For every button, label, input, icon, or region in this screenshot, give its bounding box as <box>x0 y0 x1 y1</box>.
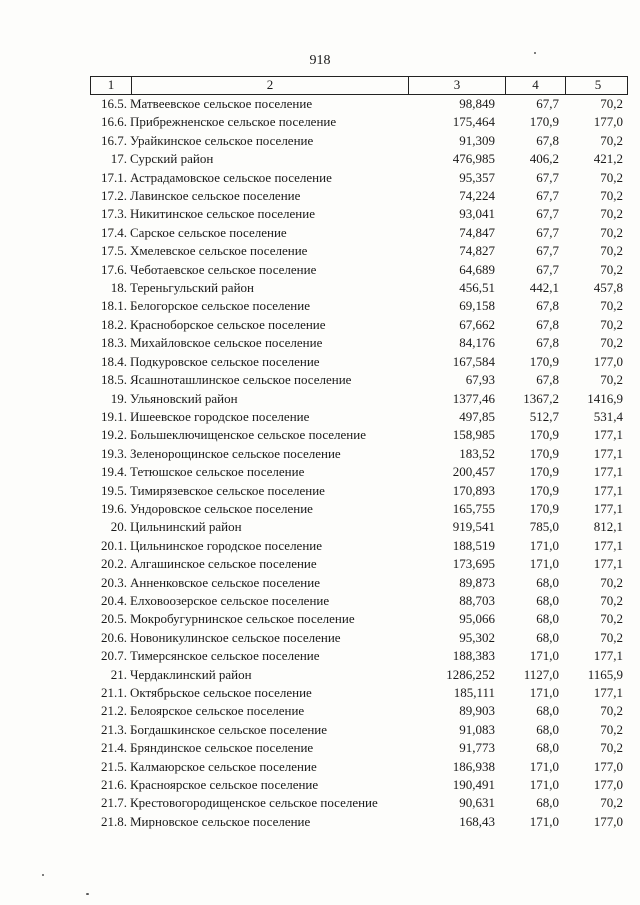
row-name: Прибрежненское сельское поселение <box>130 114 337 130</box>
table-row <box>90 426 628 444</box>
row-name: Красноборское сельское поселение <box>130 316 326 332</box>
table-row <box>90 242 628 260</box>
row-value-col5: 177,1 <box>593 648 623 664</box>
row-value-col5: 70,2 <box>600 740 623 756</box>
row-value-col5: 70,2 <box>600 96 623 111</box>
row-value-col4: 170,9 <box>529 500 559 516</box>
row-value-col4: 67,8 <box>536 316 559 332</box>
row-value-col4: 170,9 <box>529 353 559 369</box>
table-row <box>90 739 628 757</box>
row-value-col4: 68,0 <box>536 611 559 627</box>
row-value-col5: 177,0 <box>593 813 623 829</box>
row-value-col5: 531,4 <box>593 408 623 424</box>
row-name: Урайкинское сельское поселение <box>130 132 314 148</box>
row-value-col3: 91,083 <box>459 721 495 737</box>
scan-speck <box>534 52 536 54</box>
row-name: Большеключищенское сельское поселение <box>130 427 366 443</box>
table-row <box>90 555 628 573</box>
row-value-col3: 74,224 <box>459 188 495 204</box>
row-name: Чеботаевское сельское поселение <box>130 261 317 277</box>
table-row <box>90 261 628 279</box>
table-row <box>90 518 628 536</box>
row-name: Тимерсянское сельское поселение <box>130 648 320 664</box>
row-value-col4: 170,9 <box>529 482 559 498</box>
row-value-col4: 170,9 <box>529 464 559 480</box>
row-number: 21.5. <box>101 758 127 774</box>
table-row <box>90 666 628 684</box>
row-value-col3: 93,041 <box>459 206 495 222</box>
table-row <box>90 353 628 371</box>
row-value-col3: 165,755 <box>452 500 495 516</box>
row-number: 19.2. <box>101 427 127 443</box>
row-number: 17.3. <box>101 206 127 222</box>
row-name: Цильнинский район <box>130 519 242 535</box>
row-value-col3: 95,357 <box>459 169 495 185</box>
row-number: 17.5. <box>101 243 127 259</box>
row-value-col5: 70,2 <box>600 169 623 185</box>
row-value-col5: 177,1 <box>593 537 623 553</box>
row-value-col3: 200,457 <box>452 464 495 480</box>
row-value-col4: 67,7 <box>536 169 559 185</box>
row-name: Зеленорощинское сельское поселение <box>130 445 341 461</box>
row-value-col3: 64,689 <box>459 261 495 277</box>
row-value-col3: 95,302 <box>459 629 495 645</box>
page-number: 918 <box>309 53 331 68</box>
table-row <box>90 500 628 518</box>
row-value-col4: 67,7 <box>536 243 559 259</box>
row-number: 18.3. <box>101 335 127 351</box>
row-value-col5: 70,2 <box>600 611 623 627</box>
row-name: Матвеевское сельское поселение <box>130 96 313 111</box>
row-value-col5: 70,2 <box>600 206 623 222</box>
row-value-col5: 1416,9 <box>587 390 623 406</box>
row-value-col3: 74,847 <box>459 224 495 240</box>
table-row <box>90 297 628 315</box>
row-value-col4: 67,8 <box>536 132 559 148</box>
table-row <box>90 95 628 113</box>
row-name: Октябрьское сельское поселение <box>130 685 312 700</box>
row-name: Хмелевское сельское поселение <box>130 243 308 259</box>
row-value-col3: 90,631 <box>459 795 495 811</box>
row-name: Сурский район <box>130 151 214 167</box>
row-number: 20. <box>110 519 127 535</box>
row-name: Алгашинское сельское поселение <box>130 556 317 572</box>
row-name: Крестовогородищенское сельское поселение <box>130 795 378 811</box>
row-number: 21.3. <box>101 721 127 737</box>
row-name: Цильнинское городское поселение <box>130 537 323 553</box>
budget-table <box>90 76 628 831</box>
row-value-col5: 70,2 <box>600 132 623 148</box>
table-body <box>90 95 628 831</box>
row-value-col3: 185,111 <box>453 685 495 700</box>
row-value-col3: 476,985 <box>452 151 495 167</box>
row-name: Ундоровское сельское поселение <box>130 500 313 516</box>
table-row <box>90 205 628 223</box>
table-row <box>90 169 628 187</box>
row-value-col5: 177,1 <box>593 685 623 700</box>
row-value-col3: 84,176 <box>459 335 495 351</box>
scan-speck <box>86 893 89 895</box>
row-value-col3: 175,464 <box>452 114 495 130</box>
row-name: Михайловское сельское поселение <box>130 335 323 351</box>
row-value-col4: 67,7 <box>536 206 559 222</box>
row-name: Никитинское сельское поселение <box>130 206 315 222</box>
table-row <box>90 316 628 334</box>
row-value-col4: 171,0 <box>529 556 559 572</box>
table-row <box>90 187 628 205</box>
row-value-col5: 177,0 <box>593 777 623 793</box>
row-value-col3: 919,541 <box>452 519 495 535</box>
row-value-col5: 70,2 <box>600 629 623 645</box>
row-value-col3: 91,773 <box>459 740 495 756</box>
table-row <box>90 224 628 242</box>
table-row <box>90 150 628 168</box>
row-value-col5: 70,2 <box>600 188 623 204</box>
row-value-col4: 67,8 <box>536 372 559 388</box>
row-value-col5: 177,0 <box>593 758 623 774</box>
row-value-col3: 170,893 <box>452 482 495 498</box>
row-number: 16.6. <box>101 114 127 130</box>
row-value-col5: 177,1 <box>593 445 623 461</box>
row-value-col4: 67,7 <box>536 261 559 277</box>
table-row <box>90 721 628 739</box>
row-value-col5: 70,2 <box>600 335 623 351</box>
row-value-col5: 70,2 <box>600 592 623 608</box>
row-number: 19.4. <box>101 464 127 480</box>
table-row <box>90 813 628 831</box>
row-value-col5: 70,2 <box>600 224 623 240</box>
row-number: 17.4. <box>101 224 127 240</box>
table-row <box>90 647 628 665</box>
row-value-col4: 67,8 <box>536 298 559 314</box>
header-col-3: 3 <box>408 77 505 94</box>
row-value-col5: 70,2 <box>600 721 623 737</box>
row-name: Мокробугурнинское сельское поселение <box>130 611 355 627</box>
row-number: 17.2. <box>101 188 127 204</box>
row-value-col4: 171,0 <box>529 537 559 553</box>
row-value-col5: 1165,9 <box>587 666 623 682</box>
row-number: 21.1. <box>101 685 127 700</box>
row-number: 19.1. <box>101 408 127 424</box>
row-value-col4: 68,0 <box>536 574 559 590</box>
row-value-col4: 67,7 <box>536 188 559 204</box>
row-number: 20.6. <box>101 629 127 645</box>
row-value-col3: 188,383 <box>452 648 495 664</box>
row-name: Астрадамовское сельское поселение <box>130 169 332 185</box>
row-name: Ясашноташлинское сельское поселение <box>130 372 352 388</box>
row-value-col3: 456,51 <box>459 280 495 296</box>
row-value-col4: 67,7 <box>536 224 559 240</box>
table-row <box>90 592 628 610</box>
row-number: 21.4. <box>101 740 127 756</box>
row-number: 18. <box>110 280 127 296</box>
row-value-col3: 69,158 <box>459 298 495 314</box>
row-value-col3: 497,85 <box>459 408 495 424</box>
row-number: 20.2. <box>101 556 127 572</box>
table-row <box>90 702 628 720</box>
table-row <box>90 776 628 794</box>
table-row <box>90 537 628 555</box>
row-name: Красноярское сельское поселение <box>130 777 319 793</box>
row-name: Богдашкинское сельское поселение <box>130 721 328 737</box>
table-row <box>90 408 628 426</box>
row-value-col4: 68,0 <box>536 721 559 737</box>
row-value-col3: 67,93 <box>465 372 495 388</box>
row-value-col5: 70,2 <box>600 795 623 811</box>
row-name: Елховоозерское сельское поселение <box>130 592 330 608</box>
row-value-col5: 812,1 <box>593 519 623 535</box>
row-value-col3: 188,519 <box>452 537 495 553</box>
row-value-col5: 177,1 <box>593 556 623 572</box>
row-number: 19. <box>110 390 127 406</box>
row-value-col5: 421,2 <box>593 151 623 167</box>
row-value-col5: 177,1 <box>593 500 623 516</box>
row-value-col4: 785,0 <box>529 519 559 535</box>
row-value-col5: 177,0 <box>593 114 623 130</box>
row-name: Калмаюрское сельское поселение <box>130 758 317 774</box>
row-number: 17.1. <box>101 169 127 185</box>
row-value-col5: 177,0 <box>593 353 623 369</box>
table-row <box>90 629 628 647</box>
row-number: 18.5. <box>101 372 127 388</box>
row-value-col5: 70,2 <box>600 261 623 277</box>
row-name: Чердаклинский район <box>130 666 252 682</box>
row-value-col3: 89,873 <box>459 574 495 590</box>
row-number: 18.4. <box>101 353 127 369</box>
row-value-col4: 406,2 <box>529 151 559 167</box>
header-col-2: 2 <box>131 77 408 94</box>
row-value-col4: 68,0 <box>536 740 559 756</box>
row-number: 21.8. <box>101 813 127 829</box>
row-name: Мирновское сельское поселение <box>130 813 311 829</box>
table-row <box>90 574 628 592</box>
row-number: 21.6. <box>101 777 127 793</box>
row-value-col3: 98,849 <box>459 96 495 111</box>
row-value-col5: 177,1 <box>593 427 623 443</box>
table-row <box>90 132 628 150</box>
table-row <box>90 463 628 481</box>
row-value-col4: 442,1 <box>529 280 559 296</box>
row-number: 19.3. <box>101 445 127 461</box>
row-number: 21.7. <box>101 795 127 811</box>
row-value-col3: 158,985 <box>452 427 495 443</box>
table-row <box>90 390 628 408</box>
row-number: 20.7. <box>101 648 127 664</box>
row-number: 20.5. <box>101 611 127 627</box>
row-value-col4: 1367,2 <box>523 390 559 406</box>
row-value-col3: 88,703 <box>459 592 495 608</box>
row-number: 20.1. <box>101 537 127 553</box>
row-value-col4: 170,9 <box>529 427 559 443</box>
table-row <box>90 684 628 702</box>
row-name: Бряндинское сельское поселение <box>130 740 314 756</box>
row-value-col5: 70,2 <box>600 703 623 719</box>
row-value-col4: 512,7 <box>529 408 559 424</box>
table-header <box>90 76 628 95</box>
table-row <box>90 113 628 131</box>
row-value-col4: 68,0 <box>536 795 559 811</box>
row-number: 18.2. <box>101 316 127 332</box>
row-number: 17. <box>110 151 127 167</box>
row-number: 19.6. <box>101 500 127 516</box>
row-value-col5: 70,2 <box>600 574 623 590</box>
row-value-col4: 171,0 <box>529 758 559 774</box>
row-number: 20.4. <box>101 592 127 608</box>
table-row <box>90 445 628 463</box>
row-value-col4: 67,8 <box>536 335 559 351</box>
header-col-4: 4 <box>505 77 565 94</box>
row-name: Тимирязевское сельское поселение <box>130 482 325 498</box>
row-value-col3: 1286,252 <box>446 666 495 682</box>
table-row <box>90 279 628 297</box>
row-value-col5: 70,2 <box>600 372 623 388</box>
row-name: Сарское сельское поселение <box>130 224 287 240</box>
row-name: Ульяновский район <box>130 390 238 406</box>
row-value-col3: 74,827 <box>459 243 495 259</box>
header-col-5: 5 <box>565 77 630 94</box>
row-number: 16.7. <box>101 132 127 148</box>
header-col-1: 1 <box>107 77 115 92</box>
row-value-col5: 457,8 <box>593 280 623 296</box>
row-value-col5: 70,2 <box>600 316 623 332</box>
row-number: 19.5. <box>101 482 127 498</box>
row-number: 18.1. <box>101 298 127 314</box>
row-name: Ишеевское городское поселение <box>130 408 310 424</box>
row-name: Анненковское сельское поселение <box>130 574 320 590</box>
row-value-col4: 68,0 <box>536 592 559 608</box>
table-row <box>90 758 628 776</box>
row-name: Лавинское сельское поселение <box>130 188 301 204</box>
row-value-col4: 68,0 <box>536 703 559 719</box>
row-number: 16.5. <box>101 96 127 111</box>
row-value-col3: 183,52 <box>459 445 495 461</box>
row-value-col4: 171,0 <box>529 813 559 829</box>
row-value-col5: 177,1 <box>593 464 623 480</box>
row-number: 21. <box>110 666 127 682</box>
scan-speck <box>42 874 44 876</box>
row-value-col5: 70,2 <box>600 243 623 259</box>
row-value-col3: 168,43 <box>459 813 495 829</box>
row-value-col4: 171,0 <box>529 685 559 700</box>
table-row <box>90 610 628 628</box>
table-row <box>90 794 628 812</box>
row-value-col4: 68,0 <box>536 629 559 645</box>
row-name: Подкуровское сельское поселение <box>130 353 320 369</box>
row-value-col3: 186,938 <box>452 758 495 774</box>
row-name: Белогорское сельское поселение <box>130 298 310 314</box>
table-row <box>90 371 628 389</box>
row-name: Тетюшское сельское поселение <box>130 464 305 480</box>
row-value-col4: 171,0 <box>529 777 559 793</box>
row-value-col4: 170,9 <box>529 445 559 461</box>
row-value-col4: 1127,0 <box>523 666 559 682</box>
row-value-col3: 167,584 <box>452 353 495 369</box>
row-value-col3: 67,662 <box>459 316 495 332</box>
row-value-col3: 173,695 <box>452 556 495 572</box>
row-number: 21.2. <box>101 703 127 719</box>
row-name: Новоникулинское сельское поселение <box>130 629 341 645</box>
row-value-col3: 89,903 <box>459 703 495 719</box>
row-value-col4: 171,0 <box>529 648 559 664</box>
table-row <box>90 334 628 352</box>
row-value-col4: 67,7 <box>536 96 559 111</box>
row-value-col5: 177,1 <box>593 482 623 498</box>
row-name: Тереньгульский район <box>130 280 254 296</box>
row-number: 17.6. <box>101 261 127 277</box>
row-number: 20.3. <box>101 574 127 590</box>
row-value-col3: 91,309 <box>459 132 495 148</box>
table-row <box>90 482 628 500</box>
row-value-col3: 190,491 <box>452 777 495 793</box>
row-name: Белоярское сельское поселение <box>130 703 305 719</box>
row-value-col3: 1377,46 <box>452 390 495 406</box>
row-value-col5: 70,2 <box>600 298 623 314</box>
row-value-col3: 95,066 <box>459 611 495 627</box>
row-value-col4: 170,9 <box>529 114 559 130</box>
